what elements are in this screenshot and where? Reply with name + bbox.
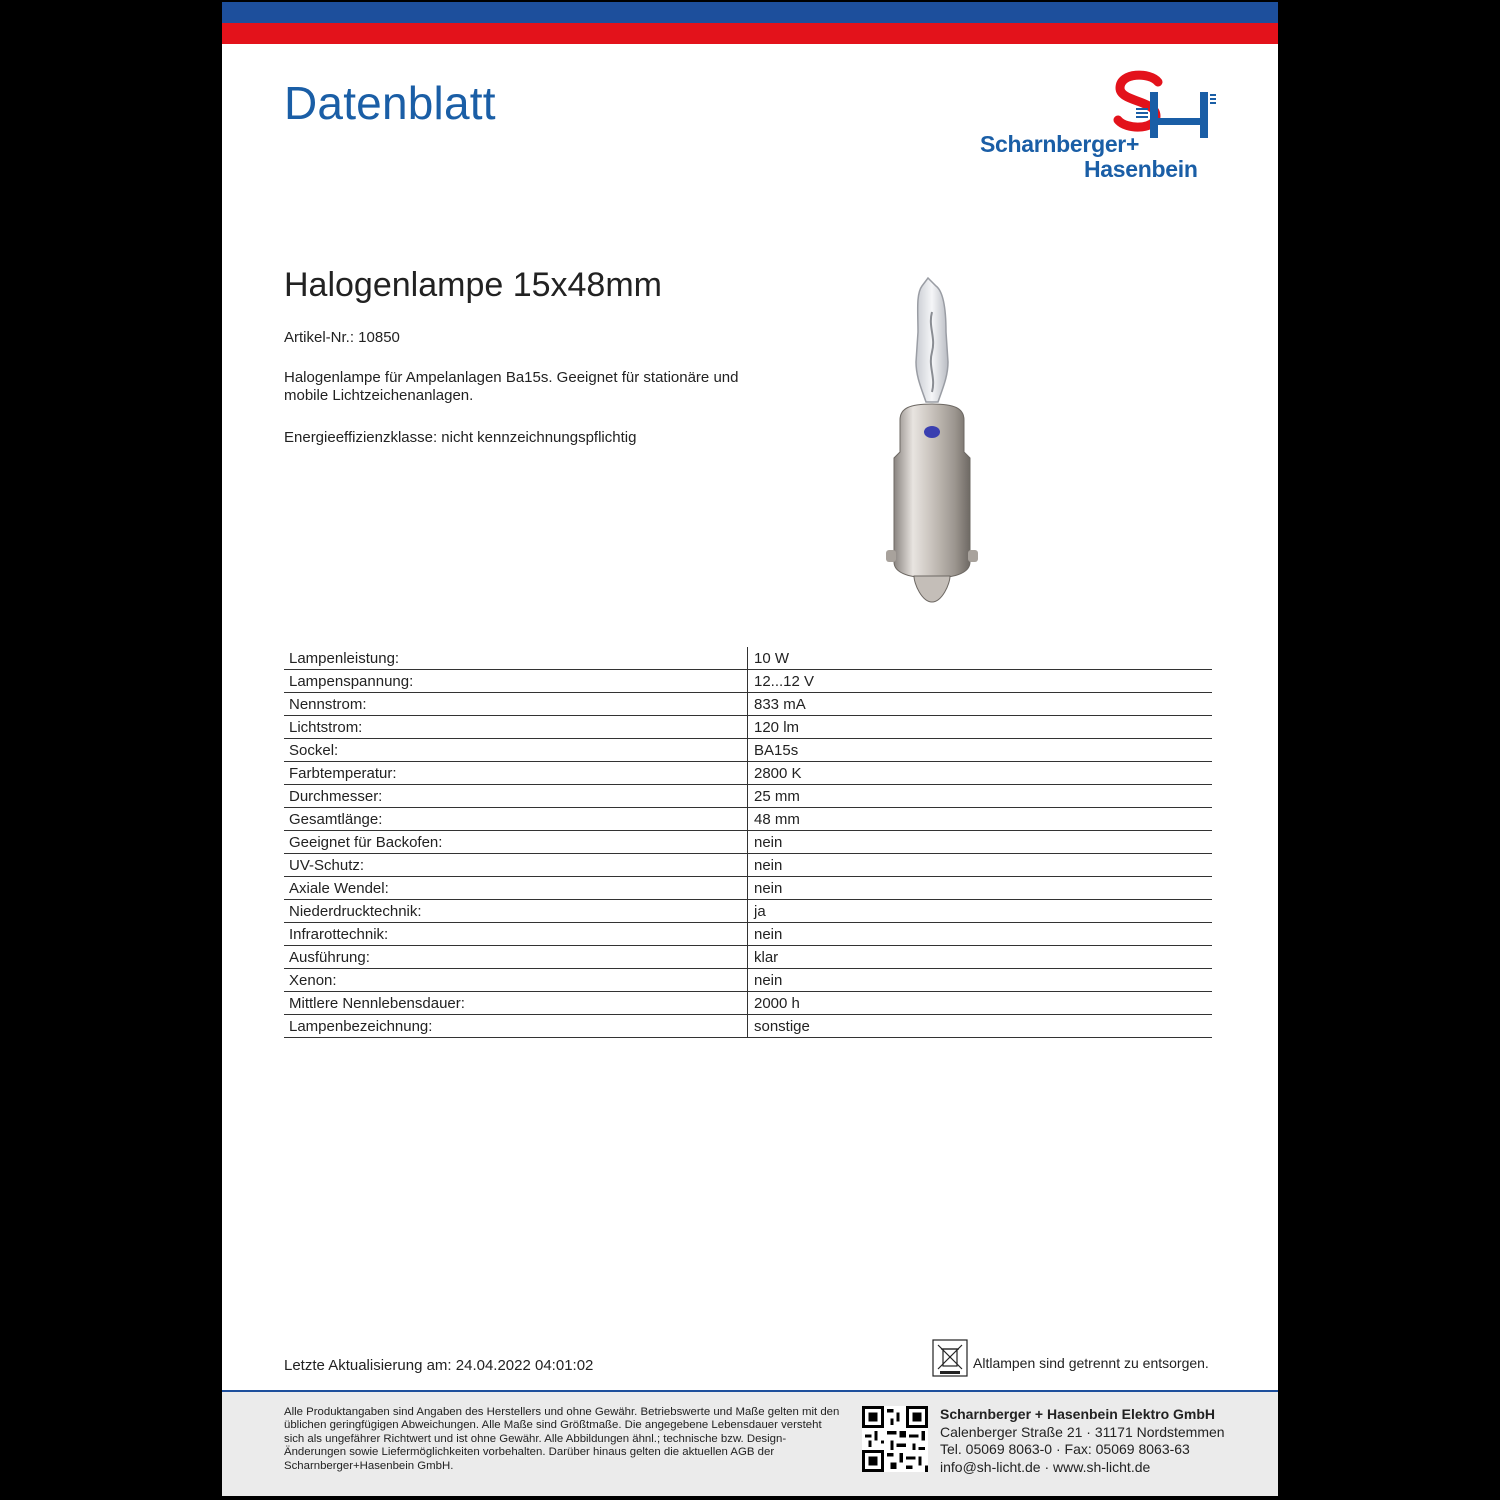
- halogen-bulb-image: [852, 272, 1012, 617]
- spec-value: nein: [748, 877, 1213, 900]
- energy-efficiency: Energieeffizienzklasse: nicht kennzeichnungspflichtig: [284, 429, 637, 446]
- spec-label: Infrarottechnik:: [284, 923, 748, 946]
- header-stripe-red: [222, 23, 1278, 44]
- spec-value: 12...12 V: [748, 670, 1213, 693]
- spec-row: [284, 900, 1212, 923]
- header-stripe-blue: [222, 2, 1278, 23]
- spec-value: ja: [748, 900, 1213, 923]
- spec-row: [284, 923, 1212, 946]
- article-number: Artikel-Nr.: 10850: [284, 329, 400, 346]
- spec-value: nein: [748, 854, 1213, 877]
- spec-value: nein: [748, 969, 1213, 992]
- company-name: Scharnberger + Hasenbein Elektro GmbH: [940, 1406, 1216, 1422]
- logo-line-2: Hasenbein: [1084, 156, 1198, 182]
- footer: [222, 1390, 1278, 1496]
- spec-value: sonstige: [748, 1015, 1213, 1038]
- spec-row: [284, 992, 1212, 1015]
- spec-row: [284, 716, 1212, 739]
- spec-row: [284, 762, 1212, 785]
- qr-code-icon: [862, 1406, 928, 1472]
- legal-disclaimer: Alle Produktangaben sind Angaben des Herstellers und ohne Gewähr. Betriebswerte und Maße gelten mit den üblichen geringfügigen Abweichungen. Alle Maße sind Größtmaße. Die angegebene Lebensdauer versteht sich als ungefährer Richtwert und ist ohne Gewähr. Alle Abbildungen ähnl.; technische bzw. Design-Änderungen sowie Liefermöglichkeiten vorbehalten. Darüber hinaus gelten die aktuellen AGB der Scharnberger+Hasenbein GmbH.: [284, 1406, 840, 1472]
- datasheet-page: [222, 2, 1278, 1496]
- spec-label: UV-Schutz:: [284, 854, 748, 877]
- company-web[interactable]: info@sh-licht.de · www.sh-licht.de: [940, 1458, 1151, 1475]
- spec-row: [284, 693, 1212, 716]
- product-title: Halogenlampe 15x48mm: [284, 266, 662, 304]
- spec-label: Gesamtlänge:: [284, 808, 748, 831]
- specifications-table: [284, 647, 1212, 1038]
- product-description: Halogenlampe für Ampelanlagen Ba15s. Geeignet für stationäre und mobile Lichtzeichenanlagen.: [284, 369, 739, 404]
- spec-label: Lampenleistung:: [284, 647, 748, 670]
- spec-value: 48 mm: [748, 808, 1213, 831]
- company-logo: [980, 68, 1220, 186]
- spec-row: [284, 877, 1212, 900]
- spec-row: [284, 831, 1212, 854]
- logo-line-1: Scharnberger+: [980, 131, 1140, 157]
- spec-row: [284, 647, 1212, 670]
- spec-label: Durchmesser:: [284, 785, 748, 808]
- spec-value: 2800 K: [748, 762, 1213, 785]
- disposal-note: Altlampen sind getrennt zu entsorgen.: [973, 1355, 1209, 1371]
- spec-row: [284, 785, 1212, 808]
- spec-value: klar: [748, 946, 1213, 969]
- spec-value: BA15s: [748, 739, 1213, 762]
- spec-value: 120 lm: [748, 716, 1213, 739]
- spec-value: nein: [748, 923, 1213, 946]
- spec-label: Nennstrom:: [284, 693, 748, 716]
- spec-row: [284, 739, 1212, 762]
- crossed-bin-icon: [932, 1339, 968, 1377]
- spec-value: 833 mA: [748, 693, 1213, 716]
- sh-logo-mark-icon: [980, 68, 1220, 138]
- spec-label: Lampenspannung:: [284, 670, 748, 693]
- company-contact: [940, 1406, 1225, 1476]
- spec-label: Farbtemperatur:: [284, 762, 748, 785]
- spec-row: [284, 969, 1212, 992]
- last-updated: Letzte Aktualisierung am: 24.04.2022 04:01:02: [284, 1357, 594, 1374]
- spec-label: Axiale Wendel:: [284, 877, 748, 900]
- spec-row: [284, 854, 1212, 877]
- spec-row: [284, 808, 1212, 831]
- document-title: Datenblatt: [284, 77, 496, 129]
- company-address: Calenberger Straße 21 · 31171 Nordstemmen: [940, 1423, 1225, 1440]
- spec-label: Xenon:: [284, 969, 748, 992]
- spec-row: [284, 1015, 1212, 1038]
- spec-label: Lichtstrom:: [284, 716, 748, 739]
- spec-value: nein: [748, 831, 1213, 854]
- spec-value: 25 mm: [748, 785, 1213, 808]
- spec-label: Ausführung:: [284, 946, 748, 969]
- spec-value: 2000 h: [748, 992, 1213, 1015]
- spec-label: Niederdrucktechnik:: [284, 900, 748, 923]
- spec-row: [284, 946, 1212, 969]
- spec-value: 10 W: [748, 647, 1213, 670]
- spec-label: Lampenbezeichnung:: [284, 1015, 748, 1038]
- company-phone: Tel. 05069 8063-0 · Fax: 05069 8063-63: [940, 1441, 1190, 1457]
- spec-row: [284, 670, 1212, 693]
- spec-label: Mittlere Nennlebensdauer:: [284, 992, 748, 1015]
- spec-label: Geeignet für Backofen:: [284, 831, 748, 854]
- spec-label: Sockel:: [284, 739, 748, 762]
